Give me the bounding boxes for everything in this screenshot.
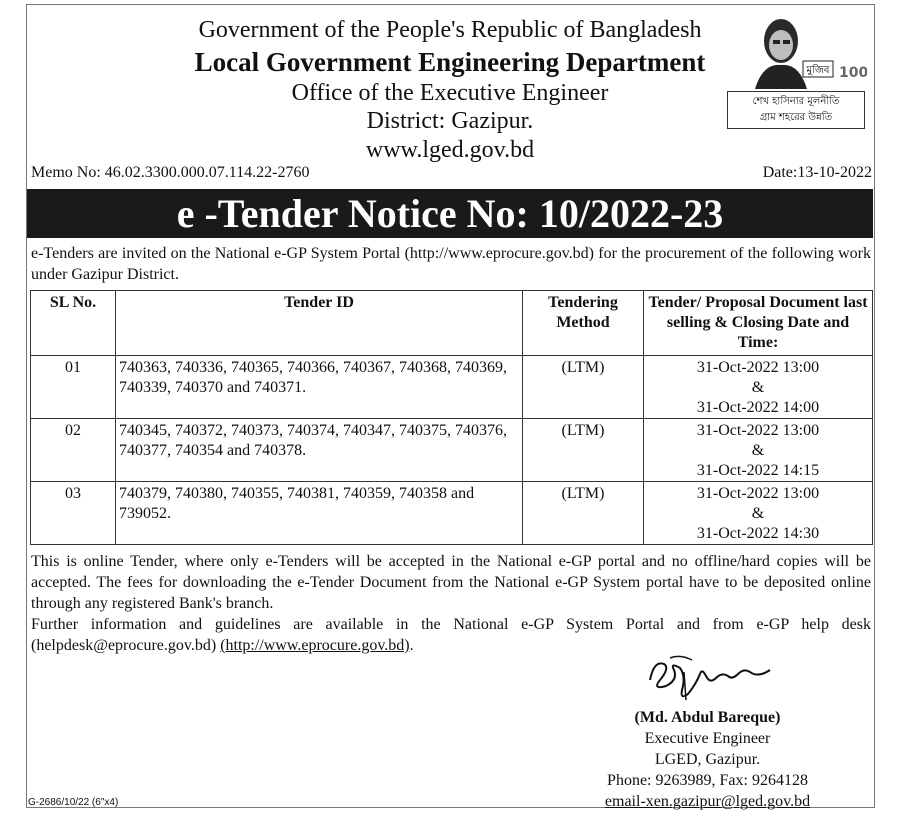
row-dates (644, 419, 873, 482)
print-code: G-2686/10/22 (6"x4) (28, 797, 119, 808)
further-info-text: Further information and guidelines are available in the National e-GP System Portal and from e-GP help desk (helpdesk@eprocure.gov.bd) (31, 616, 871, 654)
selling-date: 31-Oct-2022 13:00 (696, 485, 820, 502)
notice-title-banner: e -Tender Notice No: 10/2022-23 (27, 189, 873, 238)
svg-text:মুজিব: মুজিব (806, 65, 830, 76)
col-header-sl: SL No. (31, 291, 116, 356)
office-heading: Office of the Executive Engineer (291, 80, 609, 106)
col-header-tender-id: Tender ID (116, 291, 523, 356)
closing-date: 31-Oct-2022 14:15 (696, 462, 820, 479)
conditions-text (31, 551, 871, 656)
selling-date: 31-Oct-2022 13:00 (696, 359, 820, 376)
row-dates (644, 356, 873, 419)
selling-date: 31-Oct-2022 13:00 (696, 422, 820, 439)
department-heading: Local Government Engineering Department (194, 47, 706, 77)
col-header-method: Tendering Method (523, 291, 644, 356)
district-heading: District: Gazipur. (366, 108, 534, 134)
signatory-office: LGED, Gazipur. (654, 751, 761, 768)
signatory-email[interactable]: email-xen.gazipur@lged.gov.bd (604, 793, 811, 810)
slogan-line-1: শেখ হাসিনার মূলনীতি (752, 96, 840, 107)
table-row (31, 356, 873, 419)
row-method: (LTM) (523, 482, 644, 545)
svg-text:100: 100 (839, 65, 867, 81)
ampersand: & (751, 442, 765, 459)
slogan-line-2: গ্রাম শহরের উন্নতি (759, 112, 833, 123)
row-sl: 01 (31, 356, 116, 419)
signature-image (640, 650, 780, 708)
row-tender-ids: 740345, 740372, 740373, 740374, 740347, 740375, 740376, 740377, 740354 and 740378. (116, 419, 523, 482)
signatory-block (586, 707, 829, 812)
slogan-box (727, 91, 865, 129)
website-heading: www.lged.gov.bd (365, 137, 535, 163)
ampersand: & (751, 505, 765, 522)
row-sl: 03 (31, 482, 116, 545)
closing-date: 31-Oct-2022 14:30 (696, 525, 820, 542)
signatory-title: Executive Engineer (644, 730, 771, 747)
online-tender-paragraph: This is online Tender, where only e-Tenders will be accepted in the National e-GP portal and no offline/hard copies will be accepted. The fees for downloading the e-Tender Document from the National e-GP System portal have to be deposited online through any registered Bank's branch. (31, 553, 871, 612)
table-header-row (31, 291, 873, 356)
intro-paragraph: e-Tenders are invited on the National e-GP System Portal (http://www.eprocure.gov.bd) for the procurement of the following work under Gazipur District. (31, 245, 871, 283)
mujib-100-logo (743, 13, 867, 89)
row-method: (LTM) (523, 419, 644, 482)
row-tender-ids: 740379, 740380, 740355, 740381, 740359, 740358 and 739052. (116, 482, 523, 545)
further-info-end: . (409, 637, 414, 654)
notice-date: Date:13-10-2022 (762, 164, 872, 181)
table-row (31, 419, 873, 482)
eprocure-link[interactable]: (http://www.eprocure.gov.bd) (220, 637, 410, 654)
ampersand: & (751, 379, 765, 396)
row-dates (644, 482, 873, 545)
signatory-phone: Phone: 9263989, Fax: 9264128 (607, 772, 808, 789)
memo-number: Memo No: 46.02.3300.000.07.114.22-2760 (31, 164, 310, 181)
row-sl: 02 (31, 419, 116, 482)
col-header-dates: Tender/ Proposal Document last selling & Closing Date and Time: (644, 291, 873, 356)
tender-table (30, 290, 873, 545)
government-heading: Government of the People's Republic of Bangladesh (198, 17, 702, 43)
signatory-name: (Md. Abdul Bareque) (634, 709, 781, 726)
closing-date: 31-Oct-2022 14:00 (696, 399, 820, 416)
row-method: (LTM) (523, 356, 644, 419)
row-tender-ids: 740363, 740336, 740365, 740366, 740367, 740368, 740369, 740339, 740370 and 740371. (116, 356, 523, 419)
table-row (31, 482, 873, 545)
